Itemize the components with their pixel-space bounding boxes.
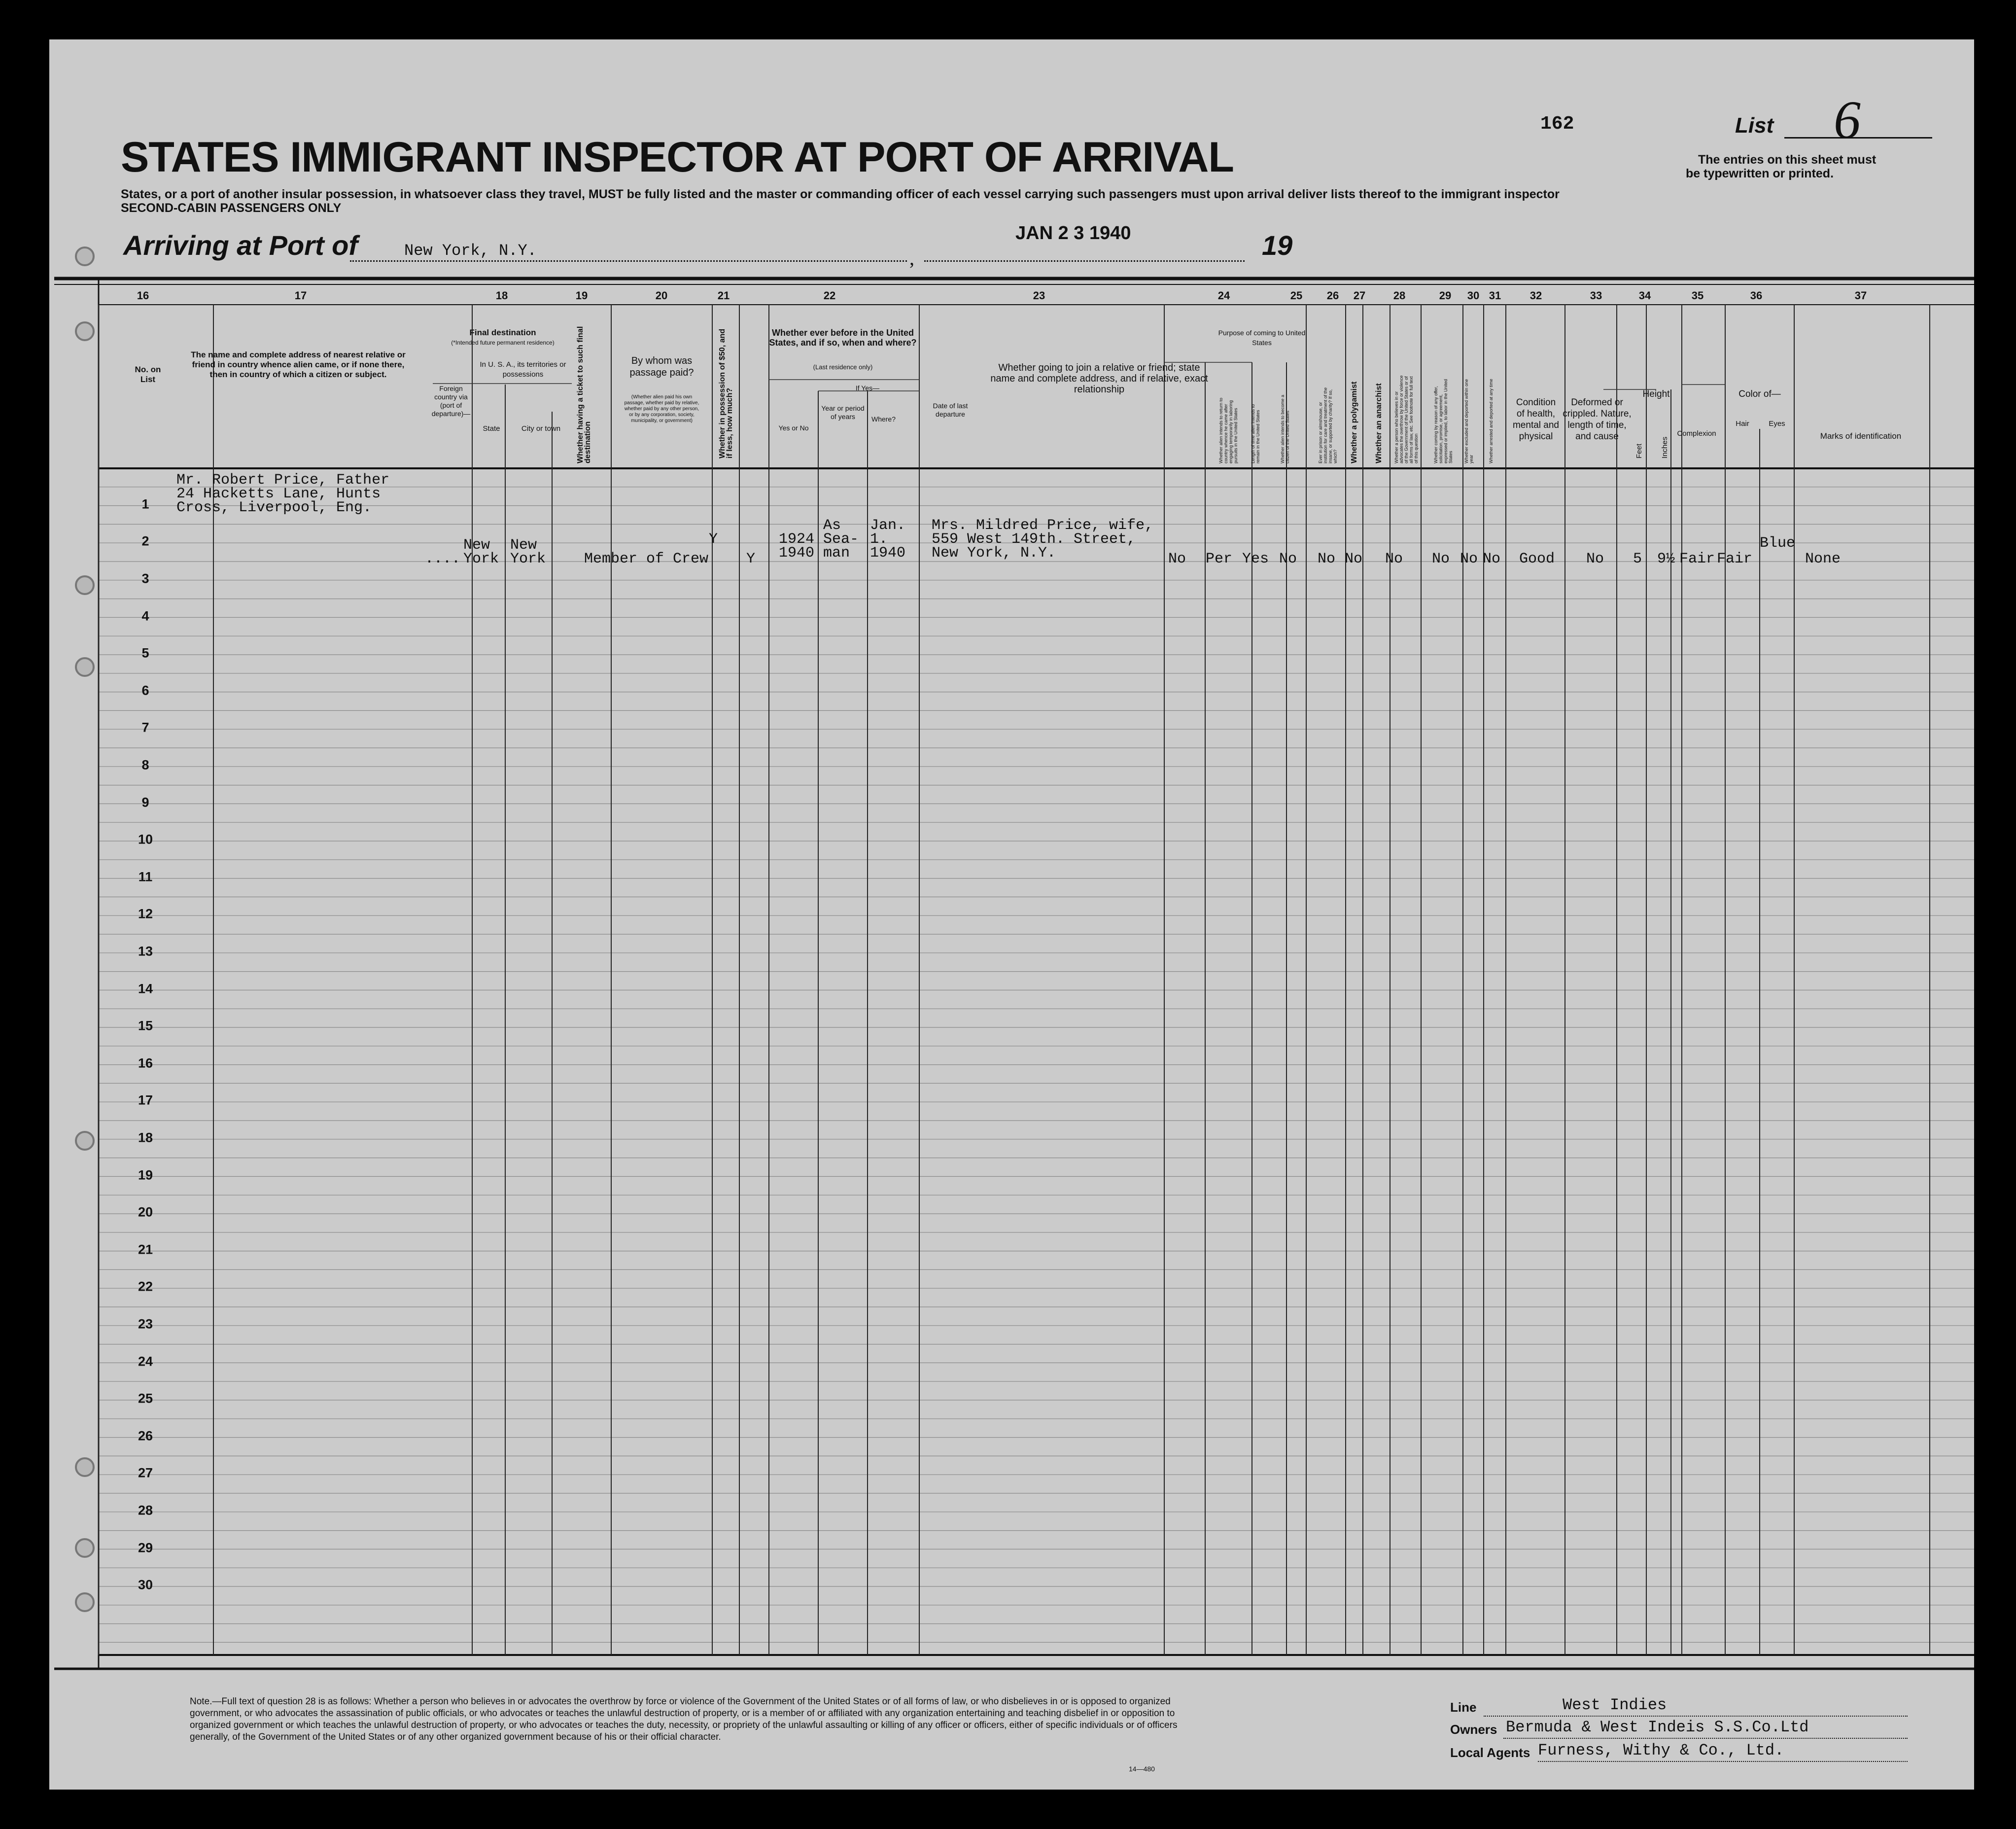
header-anarchist: Whether an anarchist: [1375, 383, 1383, 463]
cell-state: New York: [463, 537, 499, 567]
row-number: 3: [141, 571, 149, 586]
header-feet: Feet: [1635, 443, 1643, 458]
owners-value: Bermuda & West Indeis S.S.Co.Ltd: [1506, 1718, 1809, 1736]
header-state: State: [483, 424, 500, 433]
cell-join-relative: Mrs. Mildred Price, wife, 559 West 149th. Street, New York, N.Y.: [932, 517, 1154, 562]
row-number: 23: [138, 1316, 153, 1332]
header-year-or-period: Year or period of years: [821, 404, 865, 421]
row-number: 29: [138, 1540, 153, 1555]
column-number: 24: [1217, 289, 1230, 302]
header-color-of: Color of—: [1738, 389, 1781, 399]
sheet-number: 162: [1540, 113, 1574, 135]
cell-eyes: Blue: [1760, 535, 1796, 552]
header-city: City or town: [521, 424, 561, 433]
cell-marks: None: [1805, 551, 1841, 567]
cell-arrested: No: [1483, 551, 1501, 567]
column-number: 23: [1033, 289, 1045, 302]
column-number: 30: [1467, 289, 1480, 302]
column-number: 25: [1290, 289, 1303, 302]
column-number: 36: [1750, 289, 1763, 302]
column-number: 34: [1638, 289, 1651, 302]
column-number: 27: [1353, 289, 1366, 302]
header-date-last-departure: Date of last departure: [933, 402, 968, 418]
port-value: New York, N.Y.: [404, 242, 537, 260]
comma: ,: [909, 247, 914, 269]
form-code: 14—480: [1129, 1765, 1155, 1773]
header-hair: Hair: [1736, 420, 1749, 428]
typewritten-note: The entries on this sheet must: [1698, 153, 1877, 167]
cell-fifty-dollars: Y: [709, 531, 718, 548]
row-number: 28: [138, 1503, 153, 1518]
cell-purpose-2: Per: [1206, 551, 1233, 567]
agents-value: Furness, Withy & Co., Ltd.: [1538, 1741, 1784, 1759]
cell-deformed: No: [1586, 551, 1604, 567]
row-number: 13: [138, 944, 153, 959]
line-label: Line: [1450, 1700, 1477, 1715]
header-yes-or-no: Yes or No: [778, 424, 809, 432]
form-subtitle: SECOND-CABIN PASSENGERS ONLY: [121, 201, 342, 215]
header-usa-territories: In U. S. A., its territories or possessions: [480, 360, 566, 379]
header-condition-health: Condition of health, mental and physical: [1512, 397, 1559, 442]
cell-purpose-3: Yes: [1242, 551, 1269, 567]
arriving-label: Arriving at Port of: [123, 230, 358, 261]
header-purpose: Purpose of coming to United States: [1218, 329, 1306, 347]
row-number: 7: [141, 720, 149, 735]
cell-where: As Sea- man: [823, 517, 859, 562]
cell-complexion: Fair: [1679, 551, 1715, 567]
footnote: Note.—Full text of question 28 is as follows: Whether a person who believes in or advocates the overthrow by force or violence of the Government of the United States or of all forms of law, or who disbelieves in or is opposed to organized government, or who advocates the assassination of public officials, or who advocates or teaches the unlawful destruction of property, or is a member of or affiliated with any organization entertaining and teaching disbelief in or opposition to organized government or which teaches the unlawful destruction of property, or who advocates or teaches the duty, necessity, or propriety of the unlawful assaulting or killing of any officer or officers, either of specific individuals or of officers generally, of the Government of the United States or of any other organized government because of his or their official character.: [190, 1696, 1178, 1742]
form-instructions: States, or a port of another insular possession, in whatsoever class they travel, MUST be fully listed and the master or commanding officer of each vessel carrying such passengers must upon arrival deliver lists thereof to the immigrant inspector: [121, 187, 1560, 201]
row-number: 10: [138, 832, 153, 847]
header-offer: Whether coming by reason of any offer, solicitation, promise, or agreement, expressed or implied, to labor in the United States: [1433, 379, 1453, 463]
row-number: 6: [141, 683, 149, 698]
year-prefix: 19: [1262, 230, 1293, 261]
header-prison: Ever in prison or almshouse, or institution for care and treatment of the insane, or supported by charity? If so, which?: [1318, 387, 1338, 463]
column-number: 16: [137, 289, 149, 302]
row-number: 30: [138, 1577, 153, 1592]
typewritten-note-2: be typewritten or printed.: [1686, 167, 1834, 180]
header-if-yes: If Yes—: [855, 384, 880, 392]
row-number: 4: [141, 608, 149, 624]
column-number: 28: [1393, 289, 1406, 302]
header-purpose-sub3: Whether alien intends to become a citizen of the United States: [1280, 394, 1290, 463]
cell-foreign-country: ....: [425, 551, 461, 567]
column-number: 35: [1691, 289, 1704, 302]
cell-excluded: No: [1460, 551, 1478, 567]
header-overthrow: Whether a person who believes in or advocates the overthrow by force or violence of the Government of the United States or of all forms of law, etc. See footnote for full text of this question: [1394, 375, 1419, 463]
column-number: 22: [823, 289, 836, 302]
cell-polygamist: No: [1318, 551, 1336, 567]
row-number: 12: [138, 906, 153, 921]
row-number: 16: [138, 1055, 153, 1071]
manifest-sheet: [49, 39, 1974, 1790]
column-number: 26: [1326, 289, 1339, 302]
manifest-grid: [49, 39, 1974, 1790]
header-purpose-sub2: Length of time alien intends to remain in the United States: [1251, 404, 1260, 463]
cell-relative-address: Mr. Robert Price, Father 24 Hacketts Lane, Hunts Cross, Liverpool, Eng.: [176, 472, 390, 516]
row-number: 24: [138, 1354, 153, 1369]
row-number: 22: [138, 1279, 153, 1294]
cell-years: 1924 1940: [779, 531, 815, 562]
header-eyes: Eyes: [1769, 420, 1785, 428]
cell-overthrow: No: [1385, 551, 1403, 567]
cell-prison: No: [1279, 551, 1297, 567]
header-passage-paid-note: (Whether alien paid his own passage, whether paid by relative, whether paid by any other person, or by any corporation, society, municipality, or government): [624, 394, 699, 423]
header-join-relative: Whether going to join a relative or friend; state name and complete address, and if relative, exact relationship: [990, 362, 1208, 395]
row-number: 20: [138, 1204, 153, 1220]
agents-underline: [1538, 1761, 1908, 1762]
column-number: 19: [575, 289, 588, 302]
row-number: 18: [138, 1130, 153, 1145]
line-underline: [1484, 1716, 1908, 1717]
cell-feet: 5: [1633, 551, 1642, 567]
cell-inches: 9½: [1657, 551, 1675, 567]
row-number: 19: [138, 1167, 153, 1183]
column-number: 18: [495, 289, 508, 302]
row-number: 1: [141, 496, 149, 512]
column-number: 37: [1854, 289, 1867, 302]
form-title: STATES IMMIGRANT INSPECTOR AT PORT OF ARRIVAL: [121, 134, 1234, 181]
header-arrested: Whether arrested and deported at any time: [1489, 379, 1494, 463]
owners-underline: [1503, 1738, 1908, 1739]
row-number: 21: [138, 1242, 153, 1257]
agents-label: Local Agents: [1450, 1745, 1530, 1760]
header-passage-paid: By whom was passage paid?: [629, 355, 694, 378]
row-number: 11: [138, 869, 153, 884]
column-number: 33: [1590, 289, 1602, 302]
header-ever-before: Whether ever before in the United States, and if so, when and where?: [769, 328, 917, 348]
cell-hair: Fair: [1717, 551, 1753, 567]
row-number: 25: [138, 1391, 153, 1406]
header-complexion: Complexion: [1677, 429, 1716, 438]
header-inches: Inches: [1661, 436, 1669, 458]
row-number: 2: [141, 533, 149, 549]
header-deformed: Deformed or crippled. Nature, length of time, and cause: [1563, 397, 1632, 442]
date-stamp: JAN 2 3 1940: [1015, 223, 1131, 244]
column-number: 31: [1489, 289, 1501, 302]
row-number: 5: [141, 645, 149, 661]
header-final-destination-note: (*Intended future permanent residence): [451, 339, 555, 346]
cell-anarchist: No: [1345, 551, 1363, 567]
header-final-destination: Final destination: [469, 328, 536, 337]
header-foreign-country: Foreign country via (port of departure)—: [431, 385, 471, 418]
cell-passage-paid: Member of Crew: [584, 551, 709, 567]
header-excluded: Whether excluded and deported within one year: [1464, 379, 1474, 463]
header-height: Height: [1642, 389, 1670, 399]
column-number: 32: [1529, 289, 1542, 302]
row-number: 15: [138, 1018, 153, 1033]
header-polygamist: Whether a polygamist: [1350, 381, 1358, 463]
cell-offer: No: [1432, 551, 1450, 567]
line-value: West Indies: [1563, 1696, 1667, 1714]
header-last-residence: (Last residence only): [813, 363, 873, 371]
column-number: 20: [655, 289, 668, 302]
row-number: 26: [138, 1428, 153, 1443]
owners-label: Owners: [1450, 1722, 1497, 1737]
row-number: 9: [141, 795, 149, 810]
list-number: 6: [1834, 90, 1861, 150]
header-fifty-dollars: Whether in possession of $50, and if less, how much?: [718, 328, 734, 458]
row-number: 17: [138, 1092, 153, 1108]
row-number: 27: [138, 1465, 153, 1480]
row-number: 14: [138, 981, 153, 996]
header-marks: Marks of identification: [1820, 431, 1902, 441]
cell-last-departure: Jan. 1. 1940: [870, 517, 906, 562]
column-number: 21: [717, 289, 730, 302]
header-no-on-list: No. on List: [135, 365, 161, 384]
list-label: List: [1735, 113, 1774, 138]
cell-condition: Good: [1519, 551, 1555, 567]
cell-city: New York: [510, 537, 546, 567]
header-ticket: Whether having a ticket to such final destination: [576, 326, 592, 463]
row-lines: [99, 487, 1974, 1643]
header-purpose-sub1: Whether alien intends to return to country whence he came after engaging temporarily in laboring pursuits in the United States: [1218, 397, 1238, 463]
column-number: 29: [1439, 289, 1452, 302]
cell-been-before: Y: [746, 551, 756, 567]
cell-purpose-1: No: [1168, 551, 1186, 567]
column-number: 17: [294, 289, 307, 302]
header-relative-address: The name and complete address of nearest relative or friend in country whence alien came, or if none there, then in country of which a citizen or subject.: [191, 350, 406, 379]
row-number: 8: [141, 757, 149, 773]
header-where: Where?: [871, 415, 896, 423]
